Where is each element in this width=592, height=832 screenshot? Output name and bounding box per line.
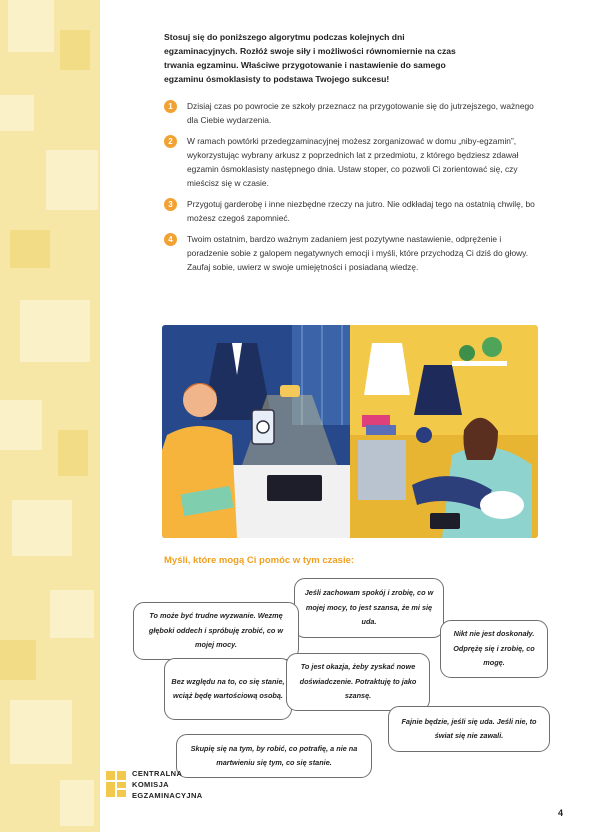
step-number-badge: 2	[164, 135, 177, 148]
list-item	[164, 99, 544, 127]
step-number-badge: 1	[164, 100, 177, 113]
step-text: Twoim ostatnim, bardzo ważnym zadaniem jest pozytywne nastawienie, odprężenie i poradzenie sobie z galopem negatywnych emocji i myśli, które przychodzą Ci dziś do głowy. Zaufaj sobie, uwierz w swoje umiejętności i posiadaną wiedzę.	[187, 234, 529, 272]
step-text: Dzisiaj czas po powrocie ze szkoły przeznacz na przygotowanie się do jutrzejszego, ważnego dla Ciebie wydarzenia.	[187, 101, 534, 125]
thought-bubble: Bez względu na to, co się stanie, wciąż będę wartościową osobą.	[164, 658, 292, 720]
logo-line-3: EGZAMINACYJNA	[132, 791, 203, 800]
list-item	[164, 134, 544, 190]
step-number-badge: 3	[164, 198, 177, 211]
thought-bubble: Skupię się na tym, by robić, co potrafię, a nie na martwieniu się tym, co się stanie.	[176, 734, 372, 778]
logo-line-1: CENTRALNA	[132, 769, 183, 778]
cke-logo-icon	[106, 771, 127, 797]
list-item	[164, 232, 544, 274]
list-item	[164, 197, 544, 225]
intro-paragraph: Stosuj się do poniższego algorytmu podczas kolejnych dni egzaminacyjnych. Rozłóż swoje siły i możliwości równomiernie na czas trwania egzaminu. Właściwe przygotowanie i nastawienie do samego egzaminu ósmoklasisty to podstawa Twojego sukcesu!	[164, 32, 456, 84]
thoughts-heading: Myśli, które mogą Ci pomóc w tym czasie:	[164, 555, 355, 566]
thought-bubble: Fajnie będzie, jeśli się uda. Jeśli nie, to świat się nie zawali.	[388, 706, 550, 752]
cke-logo	[106, 765, 246, 805]
thought-bubble: To jest okazja, żeby zyskać nowe doświadczenie. Potraktuję to jako szansę.	[286, 653, 430, 711]
steps-list	[164, 99, 544, 281]
page-number: 4	[558, 808, 564, 818]
thought-bubble: Nikt nie jest doskonały. Odprężę się i zrobię, co mogę.	[440, 620, 548, 678]
step-text: W ramach powtórki przedegzaminacyjnej możesz zorganizować w domu „niby-egzamin”, wykorzystując wybrany arkusz z poprzednich lat z przedmiotu, z którego będziesz zdawał egzamin ósmoklasisty następnego dnia. Ustaw stoper, co pozwoli Ci zorientować się, czy mieścisz się w czasie.	[187, 136, 519, 188]
step-number-badge: 4	[164, 233, 177, 246]
thought-bubble: To może być trudne wyzwanie. Wezmę głęboki oddech i spróbuję zrobić, co w mojej mocy.	[133, 602, 299, 660]
logo-line-2: KOMISJA	[132, 780, 169, 789]
decorative-sidebar	[0, 0, 100, 832]
illustration-students-preparing	[162, 325, 538, 538]
thought-bubble: Jeśli zachowam spokój i zrobię, co w mojej mocy, to jest szansa, że mi się uda.	[294, 578, 444, 638]
step-text: Przygotuj garderobę i inne niezbędne rzeczy na jutro. Nie odkładaj tego na ostatnią chwilę, bo możesz czegoś zapomnieć.	[187, 199, 535, 223]
